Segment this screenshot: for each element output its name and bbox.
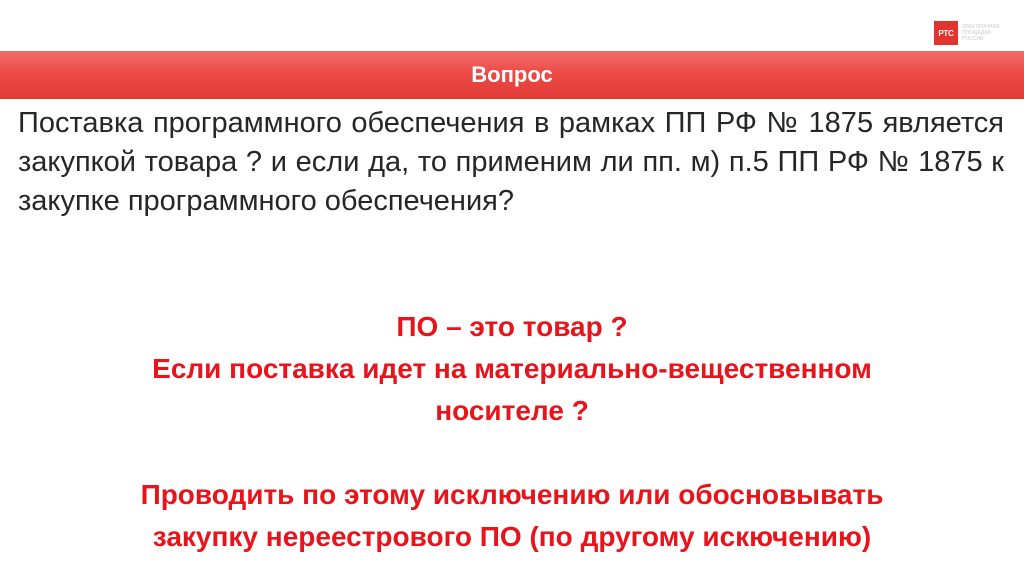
answer-line: Если поставка идет на материально-вещественном bbox=[152, 353, 872, 384]
slide-title: Вопрос bbox=[471, 62, 553, 87]
answer-line: ПО – это товар ? bbox=[396, 311, 628, 342]
logo-mark: РТС bbox=[934, 21, 958, 45]
answer-line: закупку нереестрового ПО (по другому искючению) bbox=[152, 521, 872, 552]
logo-text-line: ЭЛЕКТРОННАЯ bbox=[962, 24, 1000, 30]
logo-text bbox=[962, 24, 999, 42]
logo bbox=[934, 21, 999, 45]
answer-line: носителе ? bbox=[435, 395, 589, 426]
title-banner bbox=[0, 51, 1024, 99]
question-text: Поставка программного обеспечения в рамках ПП РФ № 1875 является закупкой товара ? и если да, то применим ли пп. м) п.5 ПП РФ № 1875 к закупке программного обеспечения? bbox=[18, 107, 1004, 217]
answer-line: Проводить по этому исключению или обосновывать bbox=[140, 479, 884, 510]
answer-block-1 bbox=[0, 306, 1024, 432]
logo-text-line: ПЛОЩАДКА bbox=[962, 30, 991, 36]
logo-text-line: РОССИИ bbox=[962, 36, 984, 42]
answer-block-2 bbox=[0, 474, 1024, 558]
